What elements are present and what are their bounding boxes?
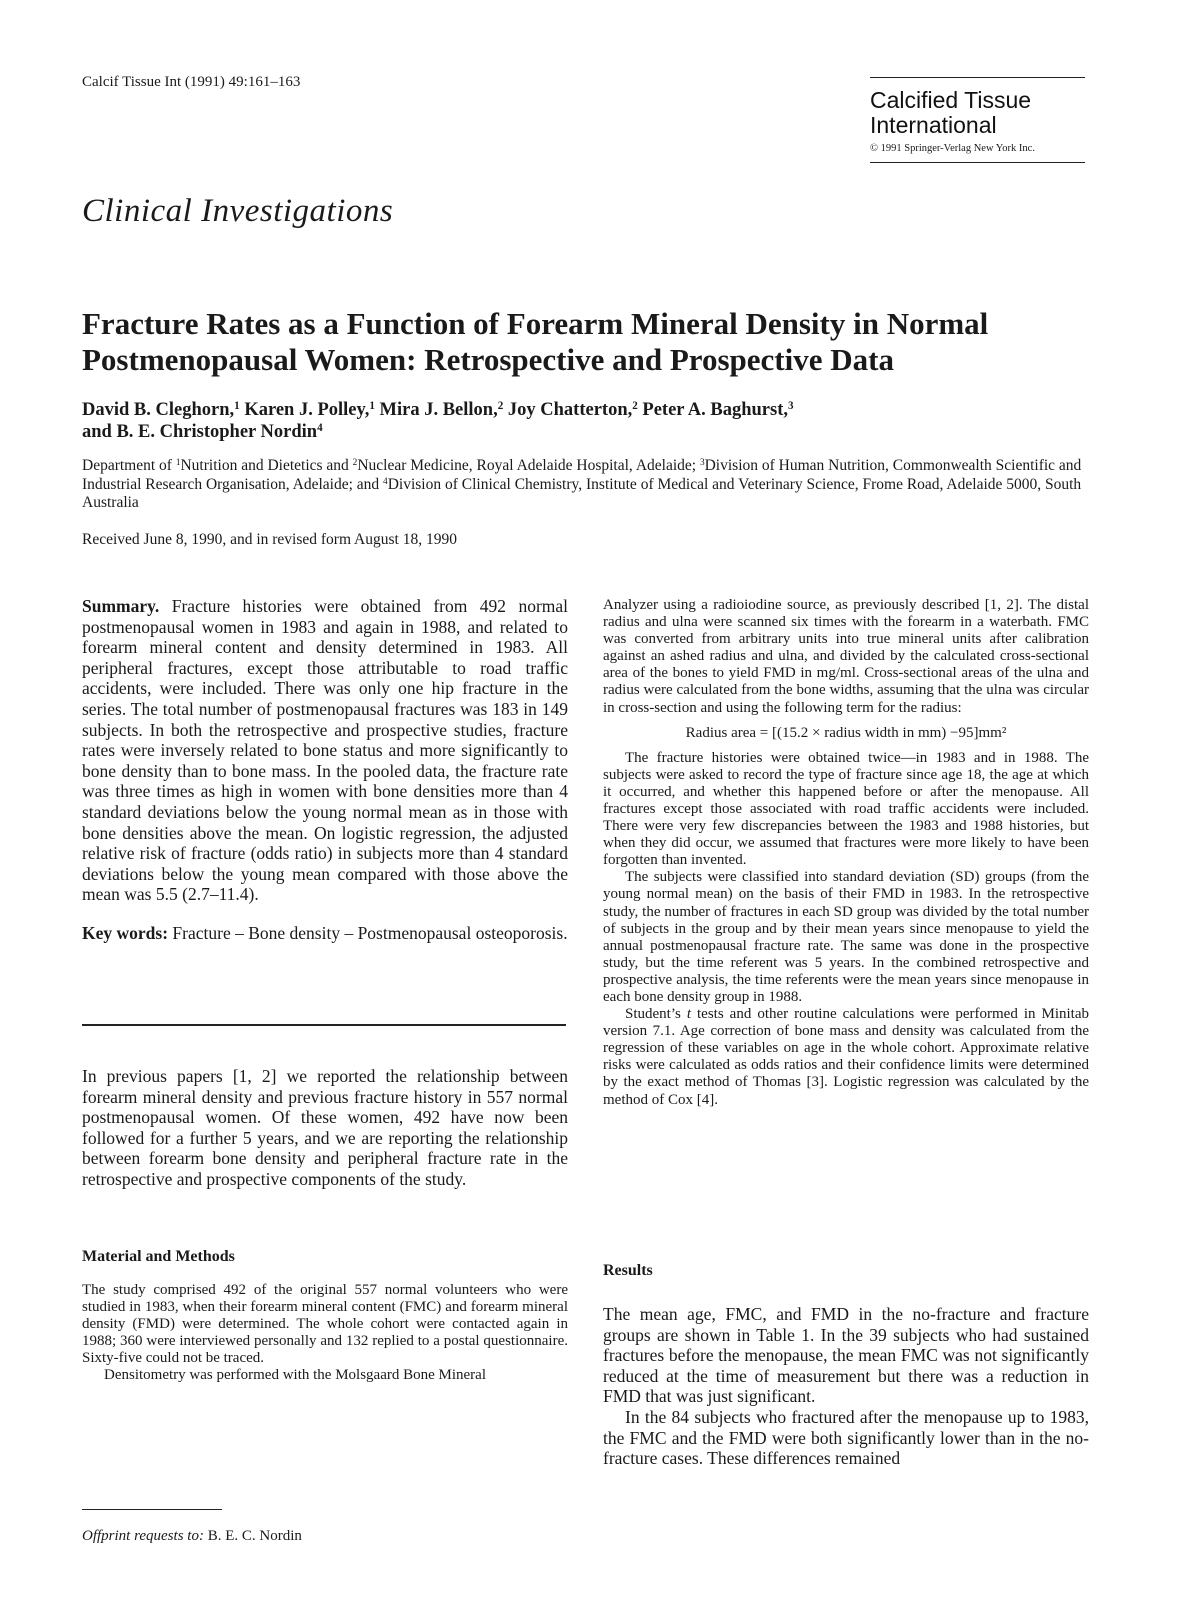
author: Peter A. Baghurst,$^3$ — [642, 399, 794, 420]
results-paragraph: The mean age, FMC, and FMD in the no-fracture and fracture groups are shown in Table 1. In the 39 subjects who had sustained fractures before the menopause, the mean FMC was not significantly reduced at the time of measurement but there was a reduction in FMD that was just significant. — [603, 1304, 1089, 1407]
summary-paragraph: Summary. Fracture histories were obtained from 492 normal postmenopausal women in 1983 and again in 1988, and related to forearm mineral content and density determined in 1983. All peripheral fractures, except those attributable to road traffic accidents, were included. There was only one hip fracture in the series. The total number of postmenopausal fractures was 183 in 149 subjects. In both the retrospective and prospective studies, fracture rates were inversely related to bone status and more significantly to bone density than to bone mass. In the pooled data, the fracture rate was three times as high in women with bone densities more than 4 standard deviations below the young normal mean as in those with bone densities above the mean. On logistic regression, the adjusted relative risk of fracture (odds ratio) in subjects more than 4 standard deviations below the young mean compared with those above the mean was 5.5 (2.7–11.4). — [82, 596, 569, 905]
methods-paragraph: The study comprised 492 of the original 557 normal volunteers who were studied in 1983, when their forearm mineral content (FMC) and forearm mineral density (FMD) were determined. The whole cohort were contacted again in 1988; 360 were interviewed personally and 132 replied to a postal questionnaire. Sixty-five could not be traced. — [82, 1282, 568, 1367]
received-date: Received June 8, 1990, and in revised form August 18, 1990 — [82, 531, 457, 548]
journal-masthead — [870, 77, 1085, 163]
footnote-divider — [82, 1509, 222, 1510]
methods-left — [82, 1282, 568, 1385]
author: Mira J. Bellon,$^2$ — [379, 399, 504, 420]
article-title: Fracture Rates as a Function of Forearm Mineral Density in Normal Postmenopausal Women: Retrospective and Prospective Data — [82, 306, 989, 377]
author-list — [82, 399, 1082, 443]
keywords-label: Key words: — [82, 922, 169, 943]
results-body — [603, 1304, 1089, 1469]
methods-paragraph: The subjects were classified into standard deviation (SD) groups (from the young normal mean) on the basis of their FMD in 1983. In the retrospective study, the number of fractures in each SD group was divided by the total number of subjects in the group and by their mean years since menopause to yield the annual postmenopausal fracture rate. The same was done in the prospective study, but the time referent was 5 years. In the combined retrospective and prospective analysis, the time referents were the mean years since menopause in each bone density group in 1988. — [603, 869, 1089, 1005]
methods-paragraph: The fracture histories were obtained twice—in 1983 and in 1988. The subjects were asked to record the type of fracture since age 18, the age at which it occurred, and whether this happened before or after the menopause. All fractures except those associated with road traffic accidents were included. There were very few discrepancies between the 1983 and 1988 histories, but when they did occur, we assumed that fractures were more likely to have been forgotten than invented. — [603, 749, 1089, 869]
methods-paragraph: Analyzer using a radioiodine source, as previously described [1, 2]. The distal radius and ulna were scanned six times with the forearm in a waterbath. FMC was converted from arbitrary units into true mineral units after calibration against an ashed radius and ulna, and divided by the calculated cross-sectional area of the bones to yield FMD in mg/ml. Cross-sectional areas of the ulna and radius were calculated from the bone widths, assuming that the ulna was circular in cross-section and using the following term for the radius: — [603, 597, 1089, 716]
offprint-footnote: Offprint requests to: B. E. C. Nordin — [82, 1528, 302, 1544]
author: David B. Cleghorn,$^1$ — [82, 399, 240, 420]
radius-area-formula: Radius area = [(15.2 × radius width in mm) −95]mm² — [685, 724, 1007, 741]
methods-paragraph: Densitometry was performed with the Molsgaard Bone Mineral — [104, 1367, 486, 1384]
journal-name-line2: International — [870, 112, 997, 138]
intro-paragraph: In previous papers [1, 2] we reported the relationship between forearm mineral density and previous fracture history in 557 normal postmenopausal women. Of these women, 492 have now been followed for a further 5 years, and we are reporting the relationship between forearm bone density and peripheral fracture rate in the retrospective and prospective components of the study. — [82, 1066, 568, 1189]
methods-paragraph: Student’s t tests and other routine calculations were performed in Minitab version 7.1. Age correction of bone mass and density was calculated from the regression of these variables on age in the whole cohort. Approximate relative risks were calculated as odds ratios and their confidence limits were determined by the exact method of Thomas [3]. Logistic regression was calculated by the method of Cox [4]. — [603, 1006, 1089, 1108]
author: Karen J. Polley,$^1$ — [244, 399, 375, 420]
journal-citation: Calcif Tissue Int (1991) 49:161–163 — [82, 74, 301, 90]
copyright-notice: © 1991 Springer-Verlag New York Inc. — [870, 143, 1035, 154]
abstract-block — [82, 596, 568, 944]
introduction — [82, 1066, 568, 1190]
abstract-divider — [82, 1024, 566, 1026]
results-heading: Results — [603, 1262, 653, 1279]
summary-label: Summary. — [82, 596, 160, 616]
keywords-paragraph: Key words: Fracture – Bone density – Postmenopausal osteoporosis. — [82, 922, 568, 943]
methods-right — [603, 597, 1089, 1109]
journal-name-line1: Calcified Tissue — [870, 87, 1032, 113]
author: and B. E. Christopher Nordin$^4$ — [82, 421, 323, 442]
affiliations: Department of $^1$Nutrition and Dietetics and $^2$Nuclear Medicine, Royal Adelaide Hospital, Adelaide; $^3$Division of Human Nutrition, Commonwealth Scientific and Industrial Research Organisation, Adelaide; and $^4$Division of Clinical Chemistry, Institute of Medical and Veterinary Science, Frome Road, Adelaide 5000, South Australia — [82, 457, 1082, 511]
author: Joy Chatterton,$^2$ — [507, 399, 638, 420]
section-heading: Clinical Investigations — [82, 193, 394, 229]
results-paragraph: In the 84 subjects who fractured after the menopause up to 1983, the FMC and the FMD were both significantly lower than in the no-fracture cases. These differences remained — [603, 1406, 1089, 1469]
methods-heading: Material and Methods — [82, 1248, 235, 1265]
